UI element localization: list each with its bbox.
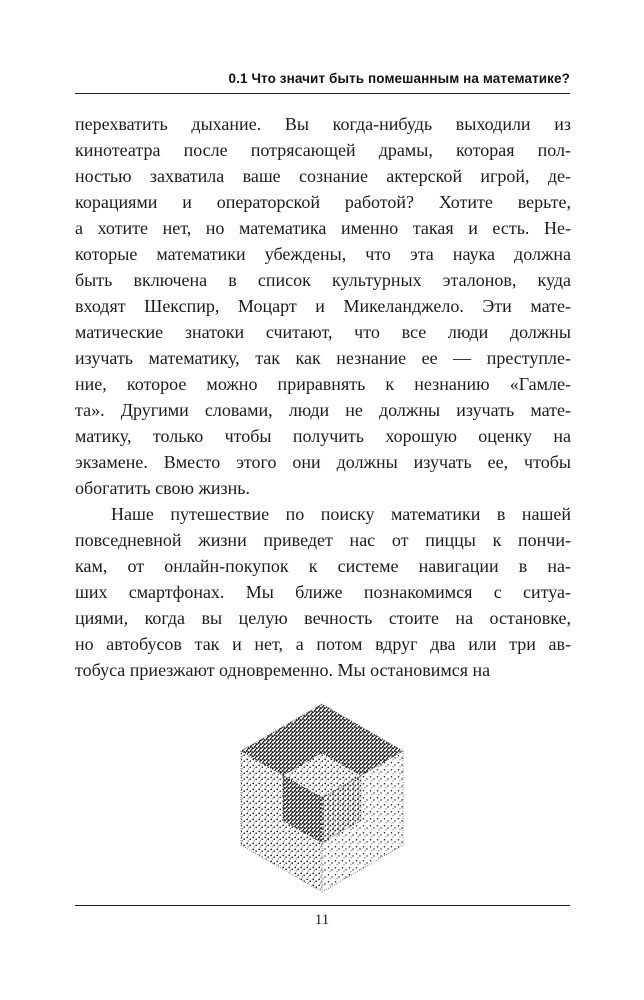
paragraph xyxy=(75,111,571,501)
paragraph xyxy=(75,501,571,683)
page-number: 11 xyxy=(314,912,330,928)
text-line: тобуса приезжают одновременно. Мы остановимся на xyxy=(75,660,491,680)
text-line: кам, от онлайн-покупок к системе навигации в на- xyxy=(75,556,571,576)
text-line: быть включена в список культурных эталонов, куда xyxy=(75,270,571,290)
text-line: входят Шекспир, Моцарт и Микеланджело. Эти мате- xyxy=(75,296,571,316)
text-line: Наше путешествие по поиску математики в нашей xyxy=(111,504,571,524)
text-line: ние, которое можно приравнять к незнанию «Гамле- xyxy=(75,374,571,394)
text-line: та». Другими словами, люди не должны изучать мате- xyxy=(75,400,571,420)
text-line: матику, только чтобы получить хорошую оценку на xyxy=(75,426,571,446)
running-head: 0.1 Что значит быть помешанным на математике? xyxy=(228,71,570,86)
header-rule xyxy=(75,93,570,94)
text-line: ностью захватила ваше сознание актерской игрой, де- xyxy=(75,166,571,186)
text-line: обогатить свою жизнь. xyxy=(75,478,250,498)
text-line: корациями и операторской работой? Хотите верьте, xyxy=(75,192,571,212)
text-line: а хотите нет, но математика именно такая и есть. Не- xyxy=(75,218,571,238)
text-line: но автобусов так и нет, а потом вдруг два или три ав- xyxy=(75,634,571,654)
body-text xyxy=(75,111,571,683)
text-line: циями, когда вы целую вечность стоите на остановке, xyxy=(75,608,571,628)
cube-illusion-image xyxy=(222,698,422,898)
footer-rule xyxy=(75,905,570,906)
text-line: ших смартфонах. Мы ближе познакомимся с ситуа- xyxy=(75,582,571,602)
text-line: которые математики убеждены, что эта наука должна xyxy=(75,244,571,264)
text-line: перехватить дыхание. Вы когда-нибудь выходили из xyxy=(75,114,571,134)
text-line: повседневной жизни приведет нас от пиццы к пончи- xyxy=(75,530,571,550)
text-line: экзамене. Вместо этого они должны изучать ее, чтобы xyxy=(75,452,571,472)
text-line: изучать математику, так как незнание ее — преступле- xyxy=(75,348,571,368)
text-line: матические знатоки считают, что все люди должны xyxy=(75,322,571,342)
figure-container xyxy=(0,698,644,898)
text-line: кинотеатра после потрясающей драмы, которая пол- xyxy=(75,140,571,160)
